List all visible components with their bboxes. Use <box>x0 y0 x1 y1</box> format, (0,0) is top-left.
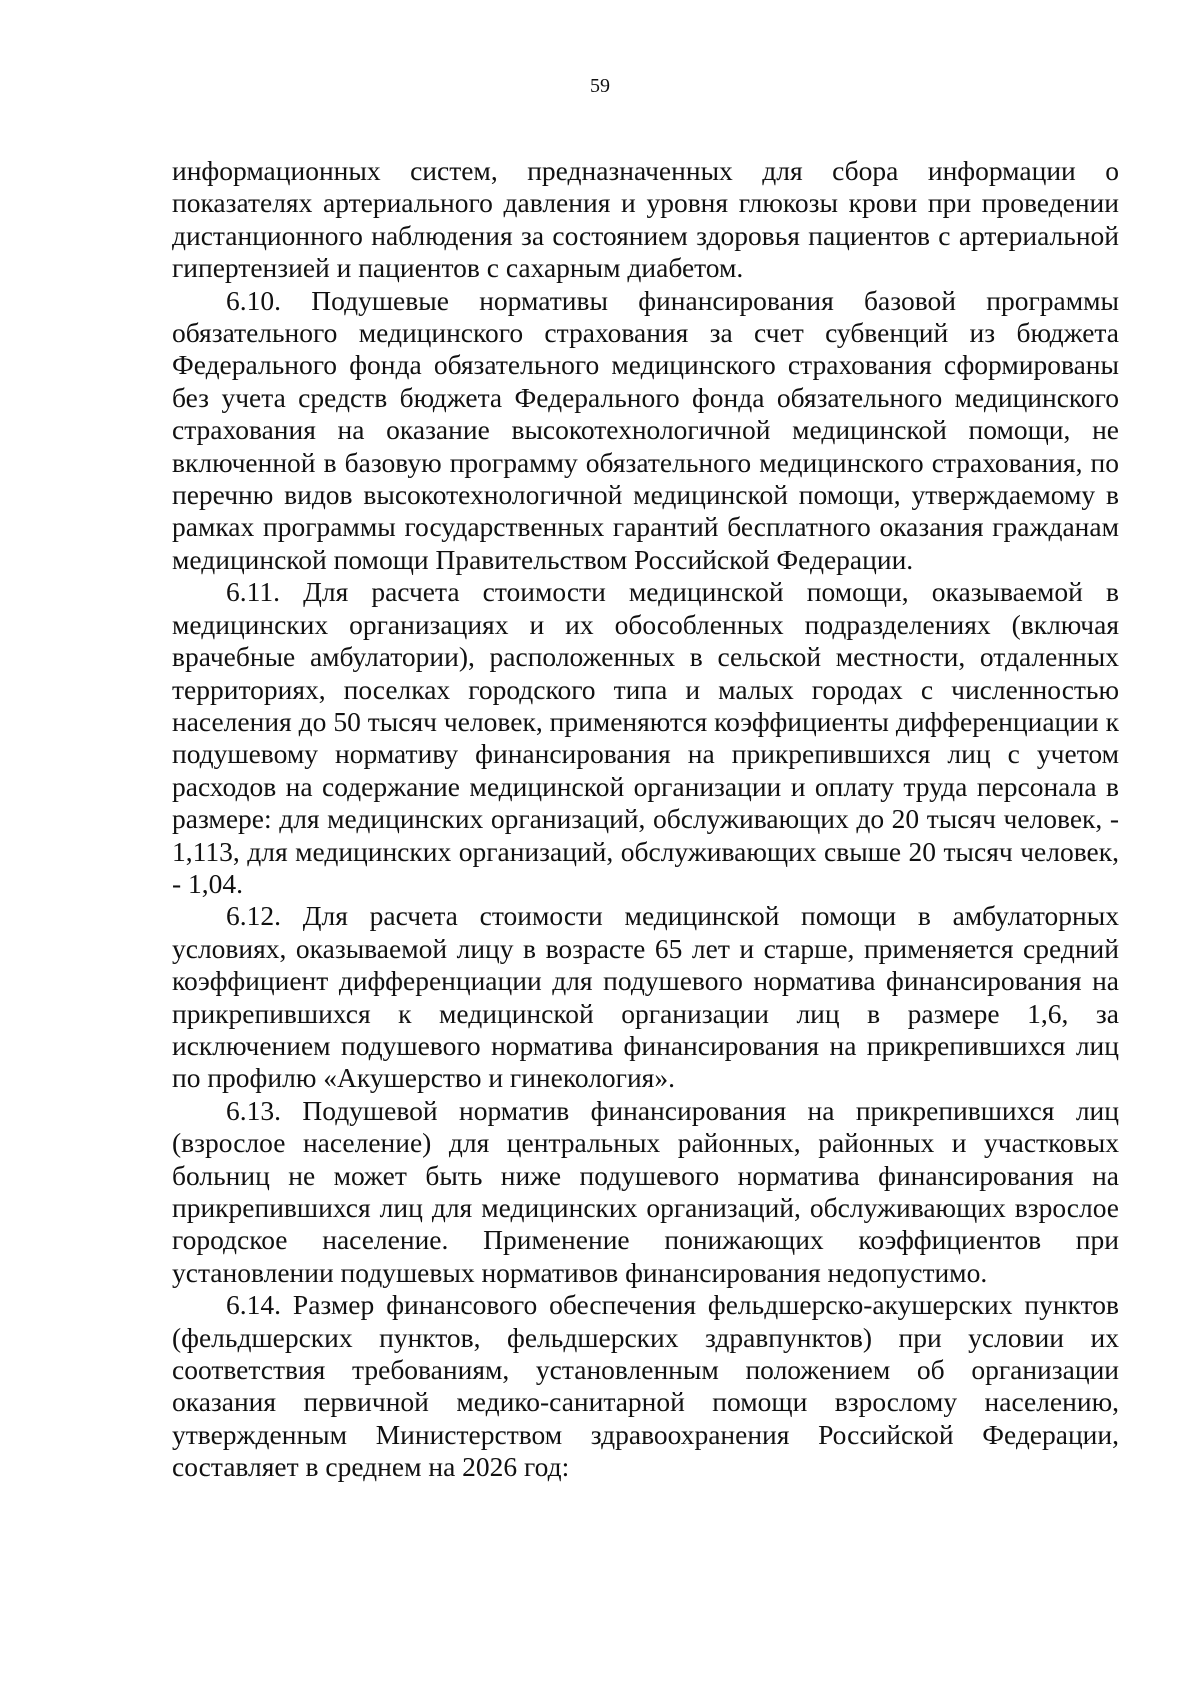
paragraph-6-11: 6.11. Для расчета стоимости медицинской помощи, оказываемой в медицинских организациях и их обособленных подразделениях (включая врачебные амбулатории), расположенных в сельской местности, отдаленных территориях, поселках городского типа и малых городах с численностью населения до 50 тысяч человек, применяются коэффициенты дифференциации к подушевому нормативу финансирования на прикрепившихся лиц с учетом расходов на содержание медицинской организации и оплату труда персонала в размере: для медицинских организаций, обслуживающих до 20 тысяч человек, - 1,113, для медицинских организаций, обслуживающих свыше 20 тысяч человек, - 1,04. <box>172 576 1119 899</box>
paragraph-continuation: информационных систем, предназначенных для сбора информации о показателях артериального давления и уровня глюкозы крови при проведении дистанционного наблюдения за состоянием здоровья пациентов с артериальной гипертензией и пациентов с сахарным диабетом. <box>172 155 1119 284</box>
paragraph-6-13: 6.13. Подушевой норматив финансирования на прикрепившихся лиц (взрослое население) для центральных районных, районных и участковых больниц не может быть ниже подушевого норматива финансирования на прикрепившихся лиц для медицинских организаций, обслуживающих взрослое городское население. Применение понижающих коэффициентов при установлении подушевых нормативов финансирования недопустимо. <box>172 1094 1119 1288</box>
paragraph-6-14: 6.14. Размер финансового обеспечения фельдшерско-акушерских пунктов (фельдшерских пунктов, фельдшерских здравпунктов) при условии их соответствия требованиям, установленным положением об организации оказания первичной медико-санитарной помощи взрослому населению, утвержденным Министерством здравоохранения Российской Федерации, составляет в среднем на 2026 год: <box>172 1289 1119 1483</box>
paragraph-6-10: 6.10. Подушевые нормативы финансирования базовой программы обязательного медицинского страхования за счет субвенций из бюджета Федерального фонда обязательного медицинского страхования сформированы без учета средств бюджета Федерального фонда обязательного медицинского страхования на оказание высокотехнологичной медицинской помощи, не включенной в базовую программу обязательного медицинского страхования, по перечню видов высокотехнологичной медицинской помощи, утверждаемому в рамках программы государственных гарантий бесплатного оказания гражданам медицинской помощи Правительством Российской Федерации. <box>172 284 1119 575</box>
page-number: 59 <box>590 75 610 97</box>
paragraph-6-12: 6.12. Для расчета стоимости медицинской помощи в амбулаторных условиях, оказываемой лицу в возрасте 65 лет и старше, применяется средний коэффициент дифференциации для подушевого норматива финансирования на прикрепившихся к медицинской организации лиц в размере 1,6, за исключением подушевого норматива финансирования на прикрепившихся лиц по профилю «Акушерство и гинекология». <box>172 900 1119 1094</box>
document-body <box>172 155 1119 1484</box>
